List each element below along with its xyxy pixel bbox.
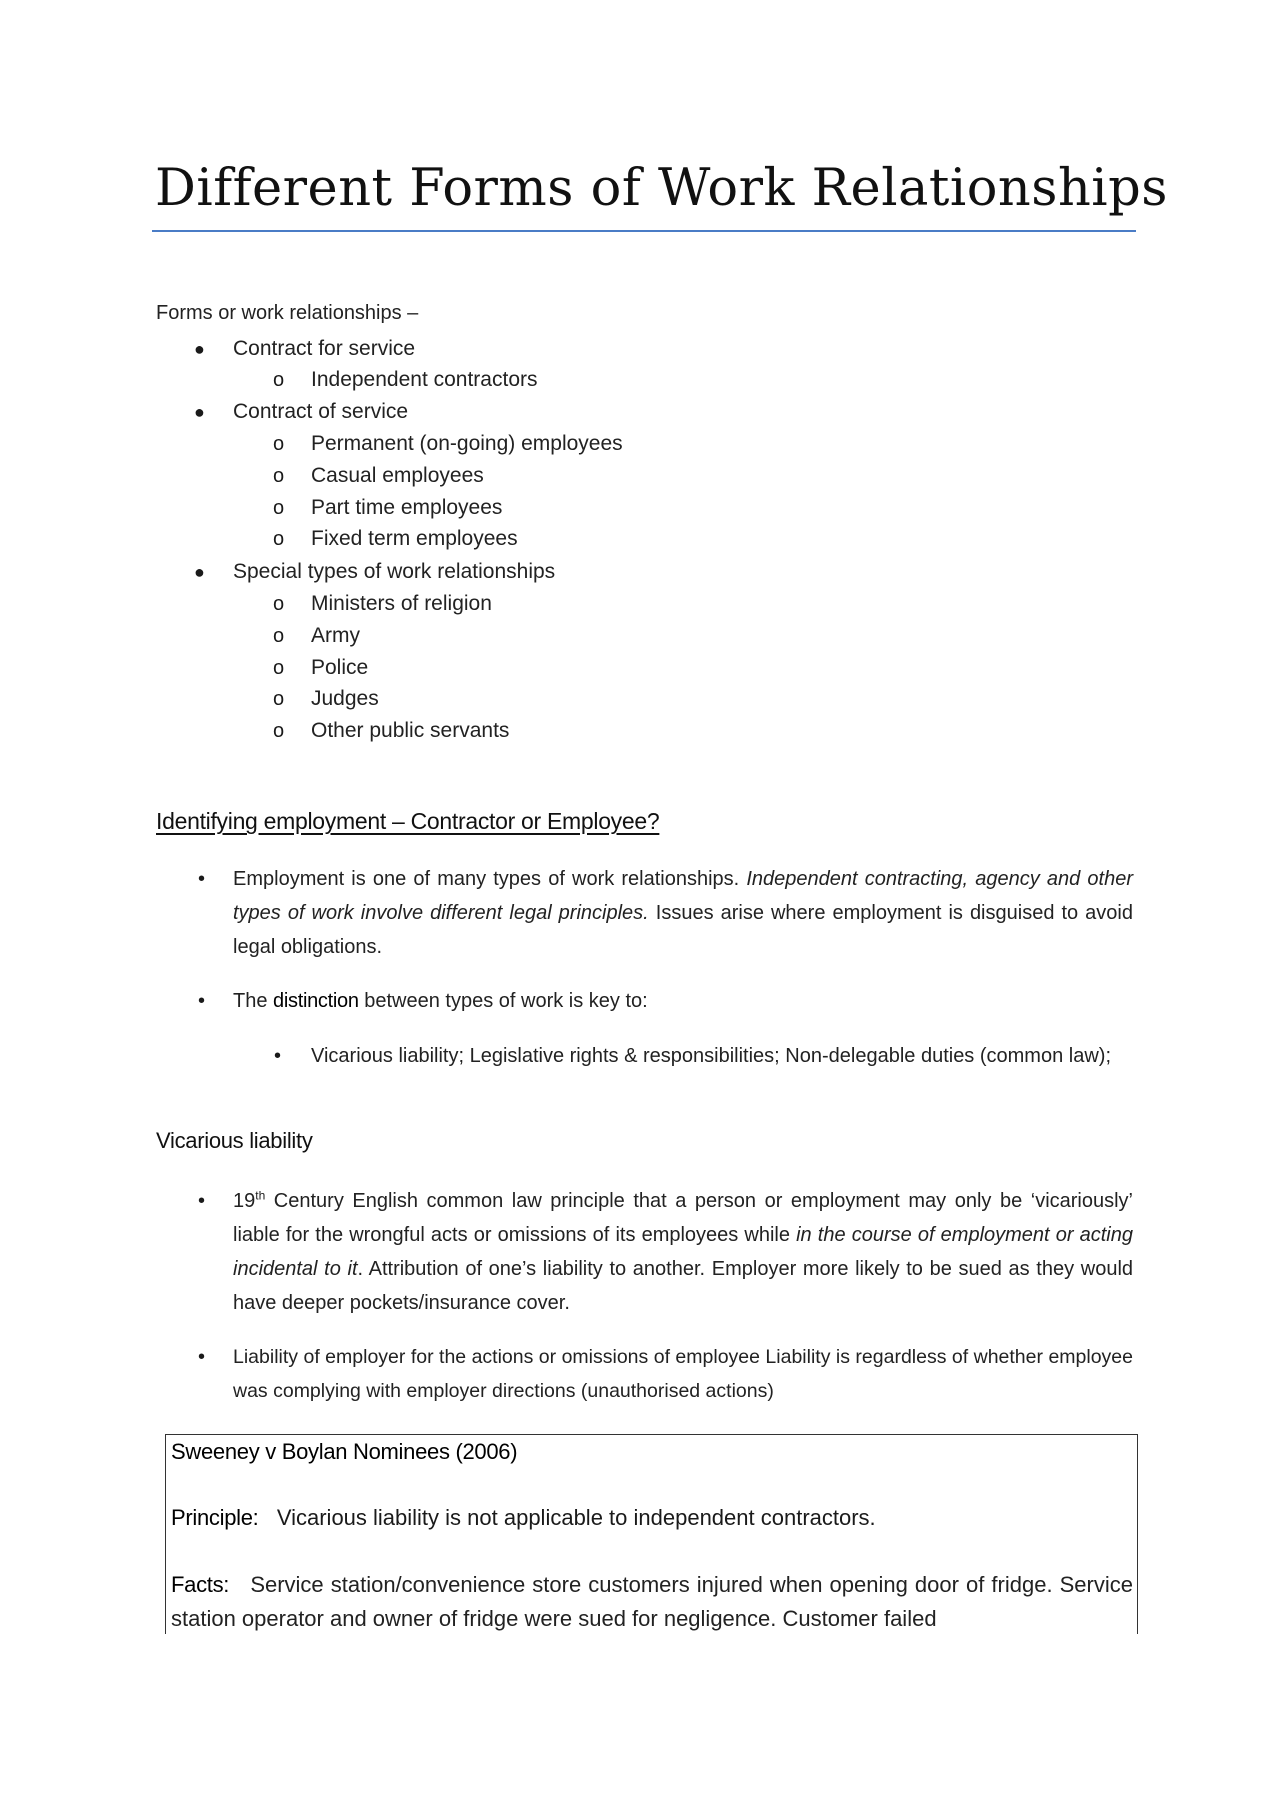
facts-label: Facts:: [171, 1572, 230, 1597]
principle-text: Vicarious liability is not applicable to independent contractors.: [276, 1505, 876, 1530]
title-underline: [152, 230, 1136, 232]
paragraph-key-areas: Vicarious liability; Legislative rights & responsibilities; Non-delegable duties (common law);: [311, 1045, 1111, 1067]
sub-list-item: Other public servants: [311, 719, 510, 742]
sub-list-item: Permanent (on-going) employees: [311, 432, 623, 455]
intro-text: Forms or work relationships –: [156, 302, 419, 324]
case-facts: [171, 1568, 1133, 1634]
sub-bullet-symbol: o: [273, 688, 285, 710]
paragraph-distinction: The distinction between types of work is key to:: [233, 990, 648, 1012]
paragraph-employment-types: Employment is one of many types of work relationships. Independent contracting, agency and other types of work involve different legal principles. Issues arise where employment is disguised to avoid legal obligations.: [233, 868, 1133, 958]
sub-list-item: Independent contractors: [311, 368, 538, 391]
case-box: [165, 1434, 1138, 1634]
sub-bullet-symbol: o: [273, 497, 285, 519]
sub-bullet-symbol: o: [273, 433, 285, 455]
sub-list-item: Casual employees: [311, 464, 484, 487]
bullet-symbol: ●: [194, 339, 205, 359]
sub-list-item: Fixed term employees: [311, 527, 518, 550]
sub-list-item: Police: [311, 656, 369, 679]
sub-bullet-symbol: o: [273, 657, 285, 679]
facts-text: Service station/convenience store customers injured when opening door of fridge. Service station operator and owner of fridge were sued for negligence. Customer failed: [171, 1572, 1133, 1631]
list-item: Contract for service: [233, 337, 416, 360]
sub-bullet-symbol: o: [273, 593, 285, 615]
bullet-symbol: ●: [194, 402, 205, 422]
sub-list-item: Ministers of religion: [311, 592, 492, 615]
bullet-symbol: ●: [194, 562, 205, 582]
sub-bullet-symbol: o: [273, 528, 285, 550]
bullet-symbol: •: [198, 990, 206, 1012]
section-heading-vicarious-liability: Vicarious liability: [156, 1128, 313, 1153]
page-title: Different Forms of Work Relationships: [155, 159, 1168, 218]
bullet-symbol: •: [198, 868, 206, 890]
principle-label: Principle:: [171, 1505, 259, 1530]
paragraph-vicarious-principle: 19th Century English common law principle that a person or employment may only be ‘vicariously’ liable for the wrongful acts or omissions of its employees while in the course of employment or acting incidental to it. Attribution of one’s liability to another. Employer more likely to be sued as they would have deeper pockets/insurance cover.: [233, 1188, 1134, 1314]
section-heading-identifying-employment: Identifying employment – Contractor or Employee?: [156, 808, 660, 834]
sub-bullet-symbol: o: [273, 465, 285, 487]
bullet-symbol: •: [198, 1346, 206, 1368]
list-item: Contract of service: [233, 400, 409, 423]
sub-list-item: Army: [311, 624, 360, 647]
sub-list-item: Part time employees: [311, 496, 503, 519]
paragraph-employer-liability: Liability of employer for the actions or omissions of employee Liability is regardless of whether employee was complying with employer directions (unauthorised actions): [233, 1346, 1133, 1402]
sub-bullet-symbol: o: [273, 625, 285, 647]
sub-bullet-symbol: o: [273, 720, 285, 742]
sub-bullet-symbol: o: [273, 369, 285, 391]
case-principle: [171, 1501, 876, 1535]
bullet-symbol: •: [274, 1045, 282, 1067]
list-item: Special types of work relationships: [233, 560, 556, 583]
sub-list-item: Judges: [311, 687, 379, 710]
bullet-symbol: •: [198, 1190, 206, 1212]
case-title: Sweeney v Boylan Nominees (2006): [171, 1439, 518, 1464]
